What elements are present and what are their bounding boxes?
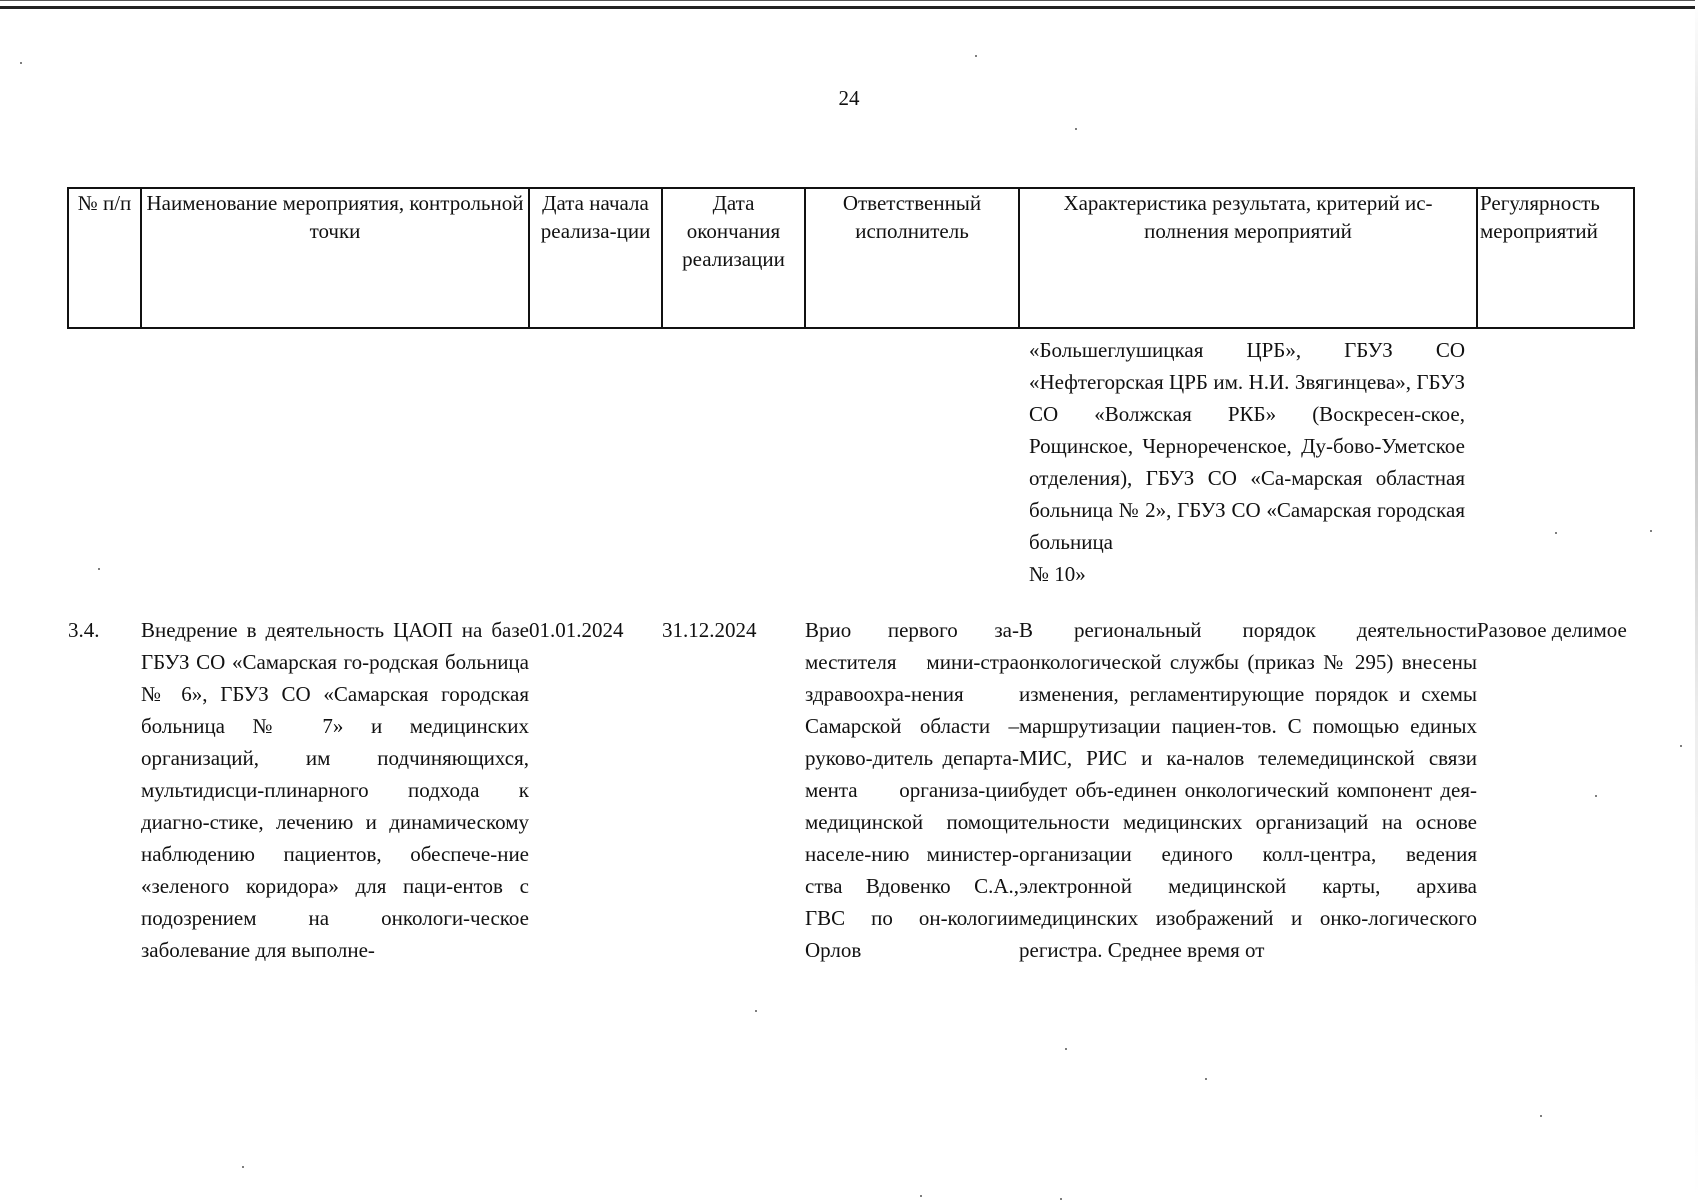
scan-border-thin (0, 0, 1698, 1)
table-header (68, 188, 1634, 328)
header-num: № п/п (68, 188, 141, 328)
row-characteristic: В региональный порядок деятельности онкологической службы (приказ № 295) внесены изменения, регламентирующие порядок и схемы маршрутизации пациен-тов. С помощью единых МИС, РИС и ка-налов телемедицинской связи будет объ-единен онкологический компонент дея-тельности медицинских организаций на основе организации единого колл-центра, ведения электронной медицинской карты, архива медицинских изображений и онко-логического регистра. Среднее время от (1019, 618, 1477, 962)
scan-speck (975, 55, 977, 57)
scan-speck (1540, 1115, 1542, 1117)
scan-border-top (0, 6, 1698, 9)
row-responsible: Врио первого за-местителя мини-стра здравоохра-нения Самарской области – руково-дитель департа-мента организа-ции медицинской помощи населе-нию министер-ства Вдовенко С.А., ГВС по он-кологии Орлов (805, 618, 1019, 962)
header-end-date: Дата окончания реализации (662, 188, 805, 328)
continuation-last-line: № 10» (1029, 562, 1086, 586)
header-characteristic: Характеристика результата, критерий ис-полнения мероприятий (1019, 188, 1477, 328)
header-regularity: Регулярность мероприятий (1477, 188, 1634, 328)
continuation-row (68, 328, 1634, 614)
scan-speck (920, 1195, 922, 1197)
scan-speck (98, 568, 100, 570)
scan-speck (1595, 795, 1597, 797)
scan-speck (1555, 532, 1557, 534)
header-responsible: Ответственный исполнитель (805, 188, 1019, 328)
scan-speck (1065, 1048, 1067, 1050)
scan-speck (1075, 128, 1077, 130)
row-name: Внедрение в деятельность ЦАОП на базе ГБУЗ СО «Самарская го-родская больница № 6», ГБУЗ СО «Самарская городская больница № 7» и медицинских организаций, им подчиняющихся, мультидисци-плинарного подхода к диагно-стике, лечению и динамическому наблюдению пациентов, обеспече-ние «зеленого коридора» для паци-ентов с подозрением на онкологи-ческое заболевание для выполне- (141, 618, 529, 962)
page-number: 24 (838, 86, 860, 110)
scan-speck (1650, 530, 1652, 532)
scan-speck (242, 1166, 244, 1168)
continuation-cell (1019, 328, 1477, 614)
scan-speck (1205, 1078, 1207, 1080)
table-row (68, 614, 1634, 966)
header-name: Наименование мероприятия, контрольной точки (141, 188, 529, 328)
continuation-text: «Большеглушицкая ЦРБ», ГБУЗ СО «Нефтегорская ЦРБ им. Н.И. Звягинцева», ГБУЗ СО «Волжская РКБ» (Воскресен-ское, Рощинское, Чернореченское, Ду-бово-Уметское отделения), ГБУЗ СО «Са-марская областная больница № 2», ГБУЗ СО «Самарская городская больница (1029, 338, 1465, 554)
row-regularity: Разовое делимое (1477, 618, 1627, 642)
row-number: 3.4. (68, 618, 100, 642)
scan-speck (755, 1010, 757, 1012)
plan-table (67, 187, 1635, 966)
scan-speck (1680, 745, 1682, 747)
row-start-date: 01.01.2024 (529, 618, 624, 642)
scan-speck (20, 62, 22, 64)
header-start-date: Дата начала реализа-ции (529, 188, 662, 328)
row-end-date: 31.12.2024 (662, 618, 757, 642)
